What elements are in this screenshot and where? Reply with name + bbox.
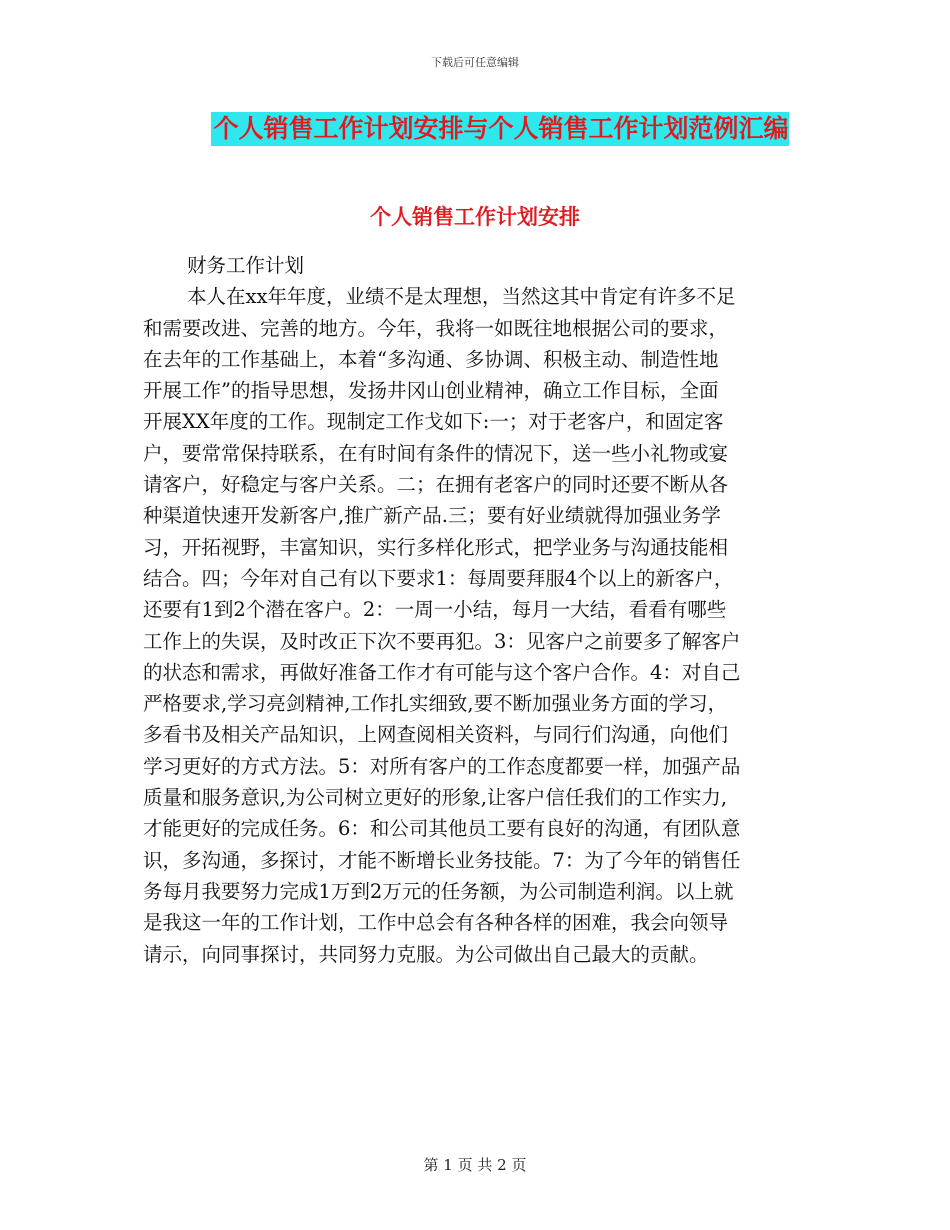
paragraph-line: 请示，向同事探讨，共同努力克服。为公司做出自己最大的贡献。 (143, 942, 709, 966)
subheading: 财务工作计划 (187, 254, 305, 277)
paragraph-line: 才能更好的完成任务。6：和公司其他员工要有良好的沟通，有团队意 (143, 817, 741, 841)
section-title: 个人销售工作计划安排 (370, 205, 580, 229)
paragraph (143, 281, 815, 970)
paragraph-line: 质量和服务意识,为公司树立更好的形象,让客户信任我们的工作实力, (143, 786, 728, 810)
paragraph-line: 工作上的失误，及时改正下次不要再犯。3：见客户之前要多了解客户 (143, 629, 741, 653)
paragraph-line: 结合。四；今年对自己有以下要求1：每周要拜服4个以上的新客户， (143, 566, 734, 590)
paragraph-line: 和需要改进、完善的地方。今年，我将一如既往地根据公司的要求， (143, 316, 729, 340)
paragraph-line: 习，开拓视野，丰富知识，实行多样化形式，把学业务与沟通技能相 (143, 535, 729, 559)
paragraph-line: 的状态和需求，再做好准备工作才有可能与这个客户合作。4：对自己 (143, 660, 741, 684)
document-title: 个人销售工作计划安排与个人销售工作计划范例汇编 (211, 112, 788, 146)
page-footer: 第 1 页 共 2 页 (423, 1156, 527, 1174)
paragraph-line: 还要有1到2个潜在客户。2：一周一小结，每月一大结，看看有哪些 (143, 598, 727, 622)
paragraph-line: 是我这一年的工作计划，工作中总会有各种各样的困难，我会向领导 (143, 911, 729, 935)
paragraph-line: 在去年的工作基础上，本着“多沟通、多协调、积极主动、制造性地 (143, 347, 719, 371)
paragraph-line: 本人在xx年年度，业绩不是太理想，当然这其中肯定有许多不足 (187, 285, 736, 309)
paragraph-line: 户，要常常保持联系，在有时间有条件的情况下，送一些小礼物或宴 (143, 441, 729, 465)
paragraph-line: 严格要求,学习亮剑精神,工作扎实细致,要不断加强业务方面的学习， (143, 692, 728, 716)
paragraph-line: 开展工作”的指导思想，发扬井冈山创业精神，确立工作目标，全面 (143, 379, 719, 403)
header-note: 下载后可任意编辑 (431, 56, 519, 69)
paragraph-line: 学习更好的方式方法。5：对所有客户的工作态度都要一样，加强产品 (143, 754, 741, 778)
document-title-container (0, 112, 950, 146)
document-body (143, 250, 815, 970)
paragraph-line: 开展XX年度的工作。现制定工作戈如下:一；对于老客户，和固定客 (143, 410, 724, 434)
paragraph-line: 务每月我要努力完成1万到2万元的任务额，为公司制造利润。以上就 (143, 879, 734, 903)
paragraph-line: 多看书及相关产品知识，上网查阅相关资料，与同行们沟通，向他们 (143, 723, 729, 747)
paragraph-line: 请客户，好稳定与客户关系。二；在拥有老客户的同时还要不断从各 (143, 473, 729, 497)
paragraph-line: 种渠道快速开发新客户,推广新产品.三；要有好业绩就得加强业务学 (143, 504, 721, 528)
paragraph-line: 识，多沟通，多探讨，才能不断增长业务技能。7：为了今年的销售任 (143, 848, 741, 872)
